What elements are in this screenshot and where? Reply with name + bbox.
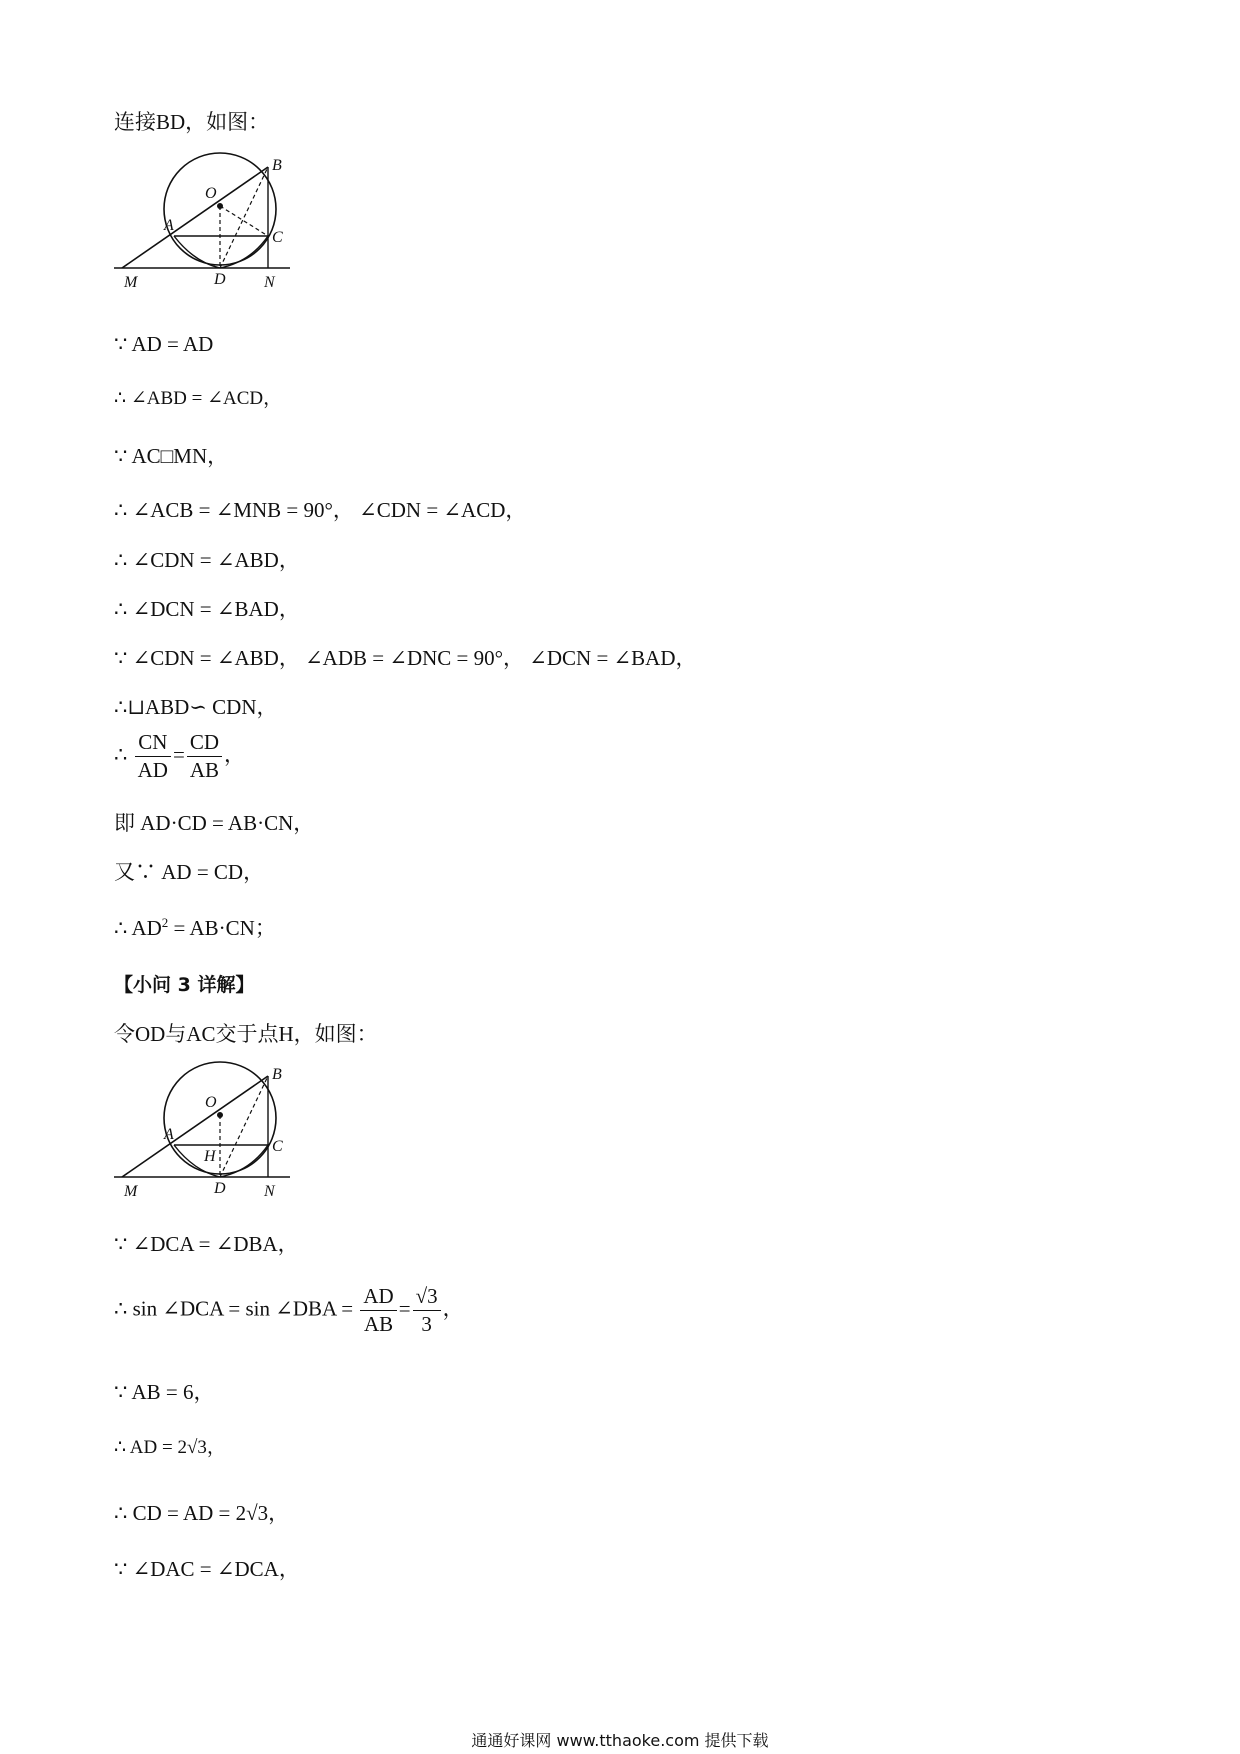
equals-sign: = <box>172 742 185 767</box>
text-line-7: ∴ ∠DCN = ∠BAD， <box>114 597 300 621</box>
text-line-14: 令OD与AC交于点H，如图： <box>114 1022 378 1046</box>
fraction-denominator: 3 <box>421 1312 432 1336</box>
page-footer: 通通好课网 www.tthaoke.com 提供下载 <box>471 1731 769 1750</box>
expr-post: = AB·CN； <box>168 916 276 940</box>
label-A: A <box>164 217 174 234</box>
fraction-cd-ab <box>187 730 222 783</box>
text-line-9: ∴⊔ABD∽ CDN， <box>114 695 278 719</box>
fraction-denominator: AB <box>363 1312 394 1336</box>
label-B: B <box>272 157 282 174</box>
label-N: N <box>264 1183 275 1200</box>
fraction-cn-ad <box>135 730 171 783</box>
text-line-18: ∴ AD = 2√3， <box>114 1437 226 1458</box>
label-D: D <box>214 271 226 288</box>
text-line-15: ∵ ∠DCA = ∠DBA， <box>114 1232 299 1256</box>
fraction-numerator: AD <box>360 1284 396 1311</box>
text-line-13 <box>114 912 276 942</box>
label-C: C <box>272 1138 283 1155</box>
label-N: N <box>264 274 275 290</box>
comma: ， <box>224 742 245 767</box>
text-line-16 <box>114 1284 464 1337</box>
text-line-20: ∵ ∠DAC = ∠DCA， <box>114 1557 300 1581</box>
text-line-5: ∴ ∠ACB = ∠MNB = 90°， ∠CDN = ∠ACD， <box>114 498 527 522</box>
fraction-denominator: AD <box>137 758 168 782</box>
fraction-ad-ab <box>360 1284 396 1337</box>
label-O: O <box>205 1094 217 1111</box>
comma: ， <box>442 1296 464 1321</box>
text-line-4: ∵ AC□MN， <box>114 444 229 468</box>
label-C: C <box>272 229 283 246</box>
label-O: O <box>205 185 217 202</box>
label-D: D <box>214 1180 226 1197</box>
fraction-sqrt3-3 <box>413 1284 441 1337</box>
text-line-17: ∵ AB = 6， <box>114 1380 215 1404</box>
expr-pre: ∴ sin ∠DCA = sin ∠DBA = <box>114 1296 354 1321</box>
section-heading: 【小问 3 详解】 <box>114 974 255 996</box>
label-A: A <box>164 1126 174 1143</box>
fraction-numerator: CN <box>135 730 171 757</box>
label-B: B <box>272 1066 282 1083</box>
therefore-symbol: ∴ <box>114 742 128 767</box>
text-line-6: ∴ ∠CDN = ∠ABD， <box>114 548 300 572</box>
text-line-1: 连接BD，如图： <box>114 110 270 134</box>
equals-sign: = <box>398 1296 411 1321</box>
text-line-2: ∵ AD = AD <box>114 332 214 356</box>
text-line-10 <box>114 730 245 783</box>
superscript: 2 <box>161 915 169 930</box>
text-line-19: ∴ CD = AD = 2√3， <box>114 1501 290 1525</box>
text-line-3: ∴ ∠ABD = ∠ACD， <box>114 388 283 409</box>
fraction-numerator: √3 <box>413 1284 441 1311</box>
text-line-11: 即 AD·CD = AB·CN， <box>114 811 315 835</box>
fraction-denominator: AB <box>189 758 219 782</box>
expr-pre: ∴ AD <box>114 916 162 940</box>
label-M: M <box>124 274 138 290</box>
text-line-12: 又∵ AD = CD， <box>114 860 265 884</box>
label-H: H <box>204 1148 216 1165</box>
geometry-figure-1 <box>114 150 324 290</box>
label-M: M <box>124 1183 138 1200</box>
geometry-figure-2 <box>114 1060 324 1200</box>
text-line-8: ∵ ∠CDN = ∠ABD， ∠ADB = ∠DNC = 90°， ∠DCN = ∠BAD， <box>114 646 697 670</box>
fraction-numerator: CD <box>187 730 222 757</box>
